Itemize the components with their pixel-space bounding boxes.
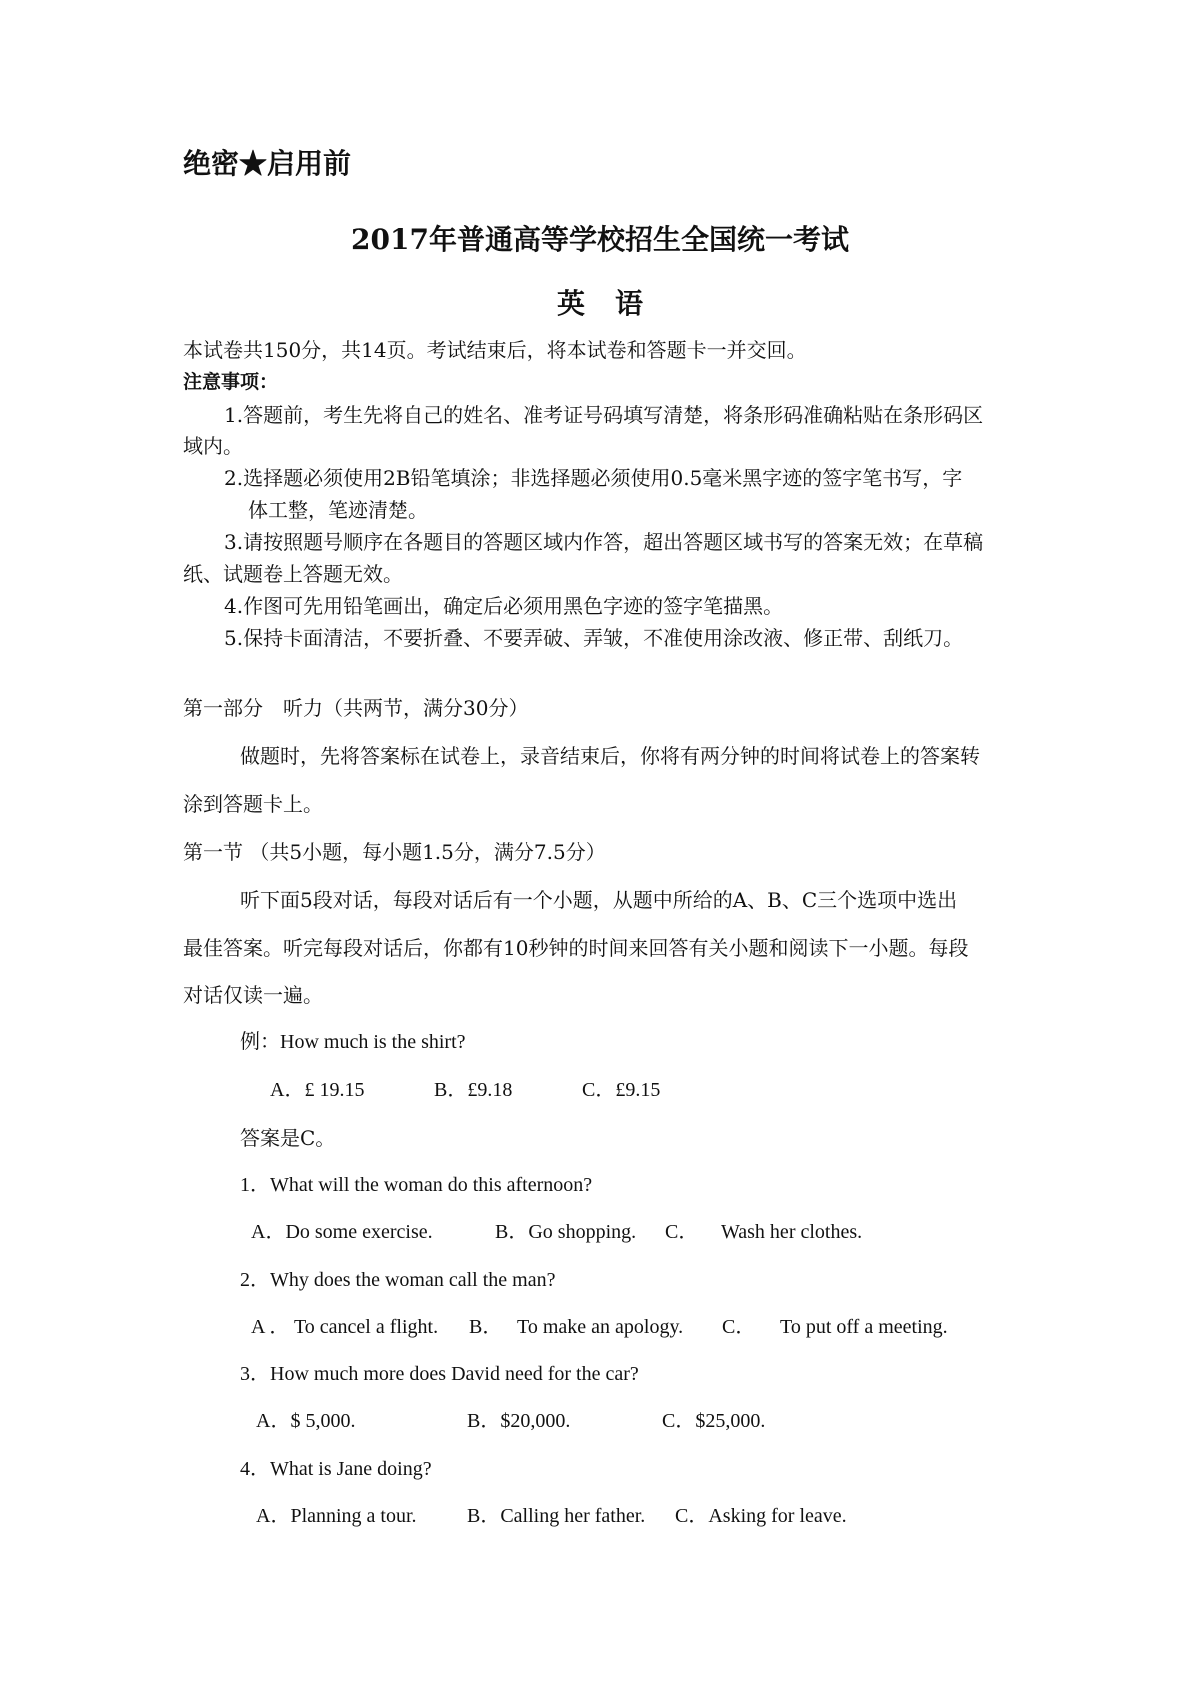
intro-text: 本试卷共150分，共14页。考试结束后，将本试卷和答题卡一并交回。: [183, 338, 807, 362]
question-3: 3．How much more does David need for the car?: [240, 1363, 639, 1385]
question-2-option-c-text: To put off a meeting.: [780, 1316, 948, 1338]
notice-item-1-line-1: 1.答题前，考生先将自己的姓名、准考证号码填写清楚，将条形码准确粘贴在条形码区: [224, 403, 984, 427]
question-1: 1．What will the woman do this afternoon?: [240, 1174, 593, 1196]
question-2-option-b-text: To make an apology.: [517, 1316, 684, 1338]
exam-title: 2017年普通高等学校招生全国统一考试: [351, 223, 849, 256]
question-3-option-b: B．$20,000.: [467, 1410, 571, 1432]
question-2-option-c-label: C．: [722, 1316, 756, 1338]
part1-instruction-line-2: 涂到答题卡上。: [183, 792, 323, 816]
notice-item-5: 5.保持卡面清洁，不要折叠、不要弄破、弄皱，不准使用涂改液、修正带、刮纸刀。: [224, 626, 964, 650]
notice-item-3-line-1: 3.请按照题号顺序在各题目的答题区域内作答，超出答题区域书写的答案无效；在草稿: [224, 530, 984, 554]
question-2: 2．Why does the woman call the man?: [240, 1269, 556, 1291]
question-4: 4．What is Jane doing?: [240, 1458, 432, 1480]
exam-subject: 英语: [556, 287, 673, 320]
question-4-option-a: A．Planning a tour.: [256, 1505, 417, 1527]
confidential-mark: 绝密★启用前: [183, 147, 352, 180]
notice-item-2-line-1: 2.选择题必须使用2B铅笔填涂；非选择题必须使用0.5毫米黑字迹的签字笔书写，字: [224, 466, 963, 490]
part1-heading: 第一部分 听力（共两节，满分30分）: [183, 696, 529, 720]
example-option-c: C．£9.15: [582, 1079, 661, 1101]
question-2-option-a: A ． To cancel a flight.: [251, 1316, 439, 1338]
question-1-option-a: A．Do some exercise.: [251, 1221, 433, 1243]
question-1-option-b: B．Go shopping.: [495, 1221, 637, 1243]
example-option-b: B．£9.18: [434, 1079, 513, 1101]
section1-instruction-line-1: 听下面5段对话，每段对话后有一个小题，从题中所给的A、B、C三个选项中选出: [240, 888, 958, 912]
example-question: 例：How much is the shirt?: [240, 1031, 466, 1053]
notice-item-2-line-2: 体工整，笔迹清楚。: [248, 498, 428, 522]
question-4-option-b: B．Calling her father.: [467, 1505, 646, 1527]
notice-heading: 注意事项：: [183, 371, 279, 393]
notice-item-4: 4.作图可先用铅笔画出，确定后必须用黑色字迹的签字笔描黑。: [224, 594, 784, 618]
question-3-option-c: C．$25,000.: [662, 1410, 766, 1432]
part1-instruction-line-1: 做题时，先将答案标在试卷上，录音结束后，你将有两分钟的时间将试卷上的答案转: [240, 744, 980, 768]
section1-heading: 第一节 （共5小题，每小题1.5分，满分7.5分）: [183, 840, 606, 864]
question-3-option-a: A．$ 5,000.: [256, 1410, 356, 1432]
example-option-a: A．£ 19.15: [270, 1079, 365, 1101]
section1-instruction-line-3: 对话仅读一遍。: [183, 983, 323, 1007]
section1-instruction-line-2: 最佳答案。听完每段对话后，你都有10秒钟的时间来回答有关小题和阅读下一小题。每段: [183, 936, 969, 960]
example-answer: 答案是C。: [240, 1126, 336, 1150]
question-2-option-b-label: B．: [469, 1316, 503, 1338]
notice-item-1-line-2: 域内。: [183, 434, 243, 458]
question-1-option-c-text: Wash her clothes.: [721, 1221, 863, 1243]
question-1-option-c-label: C．: [665, 1221, 699, 1243]
question-4-option-c: C．Asking for leave.: [675, 1505, 847, 1527]
notice-item-3-line-2: 纸、试题卷上答题无效。: [183, 562, 403, 586]
